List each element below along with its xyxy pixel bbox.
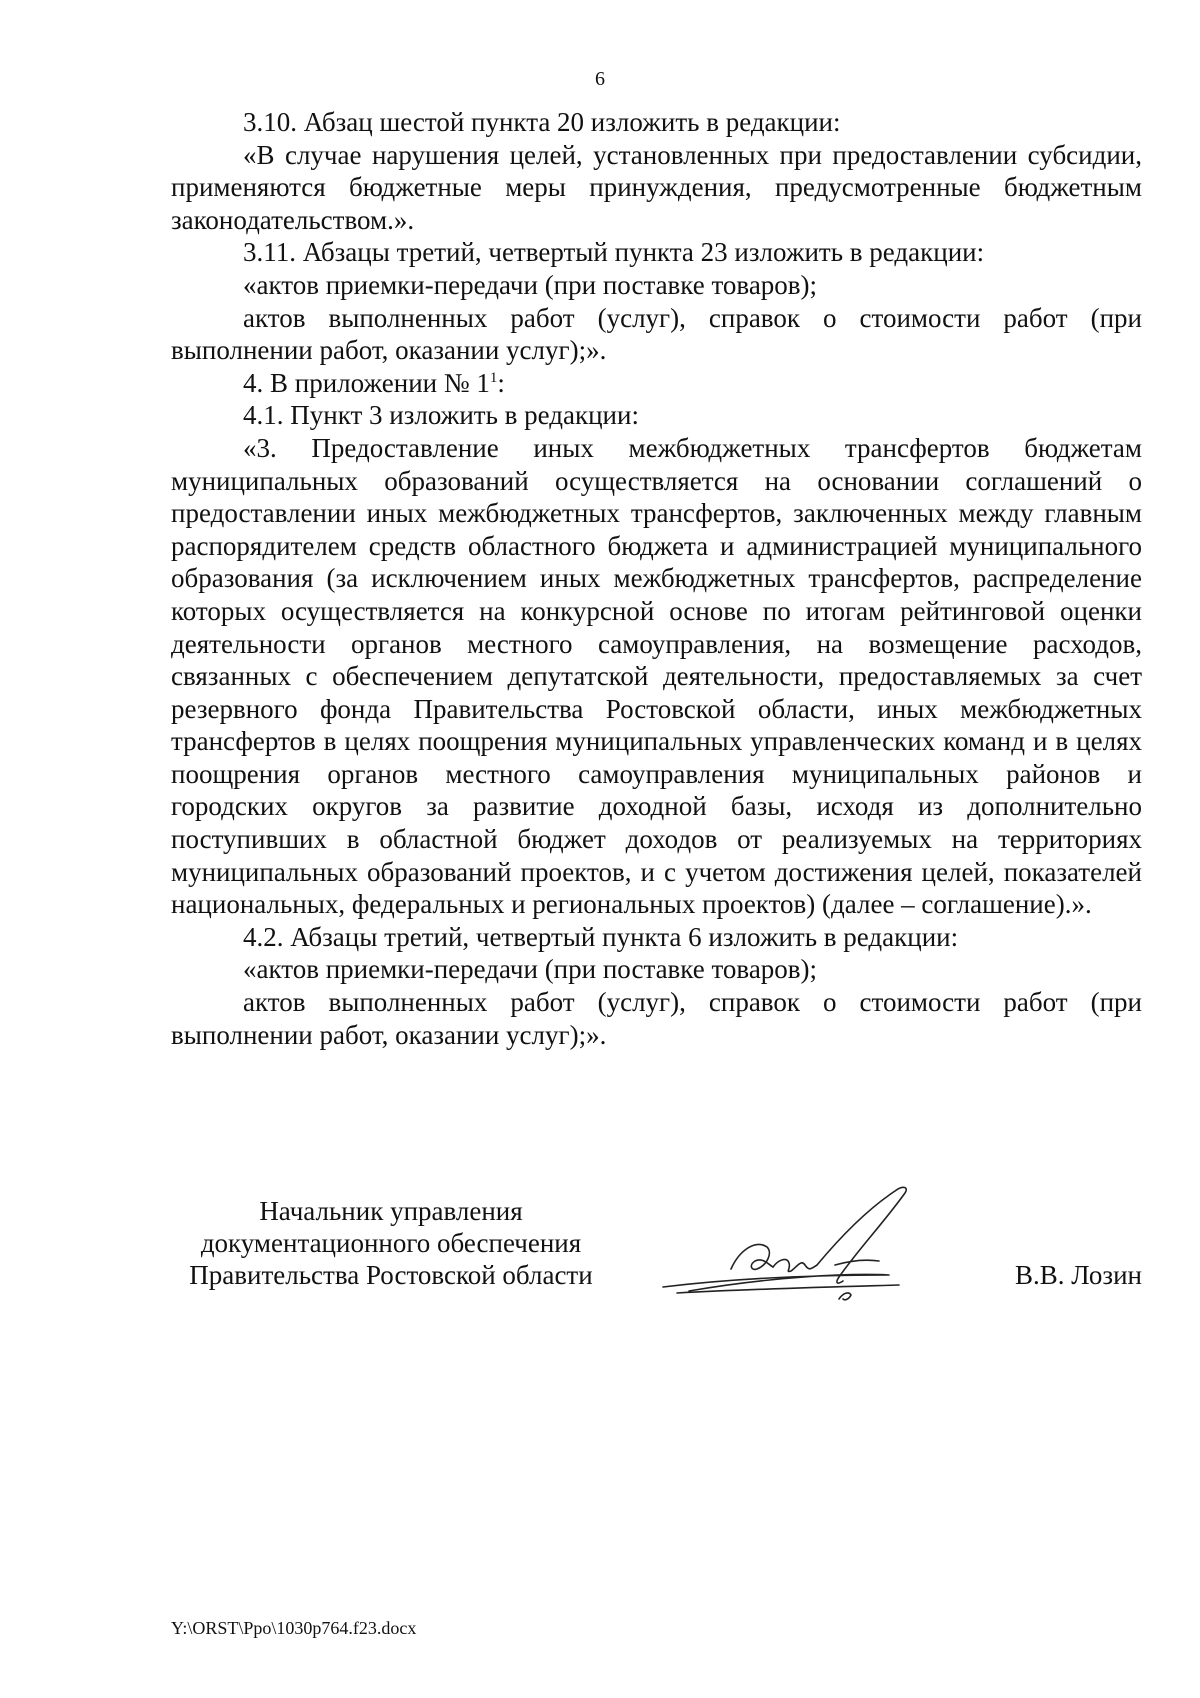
signer-title-line-3: Правительства Ростовской области (189, 1260, 593, 1290)
paragraph-quote-transfers: «3. Предоставление иных межбюджетных трансфертов бюджетам муниципальных образований осуществляется на основании соглашений о предоставлении иных межбюджетных трансфертов, заключенных между главным распорядителем средств областного бюджета и администрацией муниципального образования (за исключением иных межбюджетных трансфертов, распределение которых осуществляется на конкурсной основе по итогам рейтинговой оценки деятельности органов местного самоуправления, на возмещение расходов, связанных с обеспечением депутатской деятельности, предоставляемых за счет резервного фонда Правительства Ростовской области, иных межбюджетных трансфертов в целях поощрения муниципальных управленческих команд и в целях поощрения органов местного самоуправления муниципальных районов и городских округов за развитие доходной базы, исходя из дополнительно поступивших в областной бюджет доходов от реализуемых на территориях муниципальных образований проектов, и с учетом достижения целей, показателей национальных, федеральных и региональных проектов) (далее – соглашение).». (171, 432, 1142, 920)
paragraph-acts-works-2: актов выполненных работ (услуг), справок о стоимости работ (при выполнении работ, оказании услуг);». (171, 987, 1142, 1050)
paragraph-quote-subsidy: «В случае нарушения целей, установленных при предоставлении субсидии, применяются бюджетные меры принуждения, предусмотренные бюджетным законодательством.». (171, 139, 1142, 235)
paragraph-4-text: 4. В приложении № 1 (243, 367, 490, 398)
paragraph-4 (171, 367, 1142, 400)
signature-block (171, 1195, 1142, 1305)
paragraph-acts-acceptance: «актов приемки-передачи (при поставке товаров); (243, 269, 818, 300)
signer-title-line-1: Начальник управления (259, 1196, 523, 1226)
signer-name: В.В. Лозин (1015, 1260, 1142, 1290)
signer-title (171, 1195, 611, 1291)
appendix-superscript: 1 (489, 369, 498, 386)
handwritten-signature (659, 1181, 939, 1313)
page-number: 6 (595, 68, 605, 90)
paragraph-4-2: 4.2. Абзацы третий, четвертый пункта 6 изложить в редакции: (243, 921, 959, 952)
paragraph-acts-works: актов выполненных работ (услуг), справок о стоимости работ (при выполнении работ, оказании услуг);». (171, 302, 1142, 366)
document-body (171, 106, 1142, 1051)
paragraph-3-11: 3.11. Абзацы третий, четвертый пункта 23 изложить в редакции: (243, 237, 985, 268)
file-path: Y:\ORST\Ppo\1030p764.f23.docx (171, 1618, 417, 1638)
paragraph-4-1: 4.1. Пункт 3 изложить в редакции: (243, 400, 639, 431)
paragraph-acts-acceptance-2: «актов приемки-передачи (при поставке товаров); (243, 954, 818, 985)
paragraph-3-10: 3.10. Абзац шестой пункта 20 изложить в редакции: (243, 107, 841, 137)
paragraph-4-colon: : (497, 367, 505, 398)
signer-title-line-2: документационного обеспечения (200, 1228, 582, 1258)
